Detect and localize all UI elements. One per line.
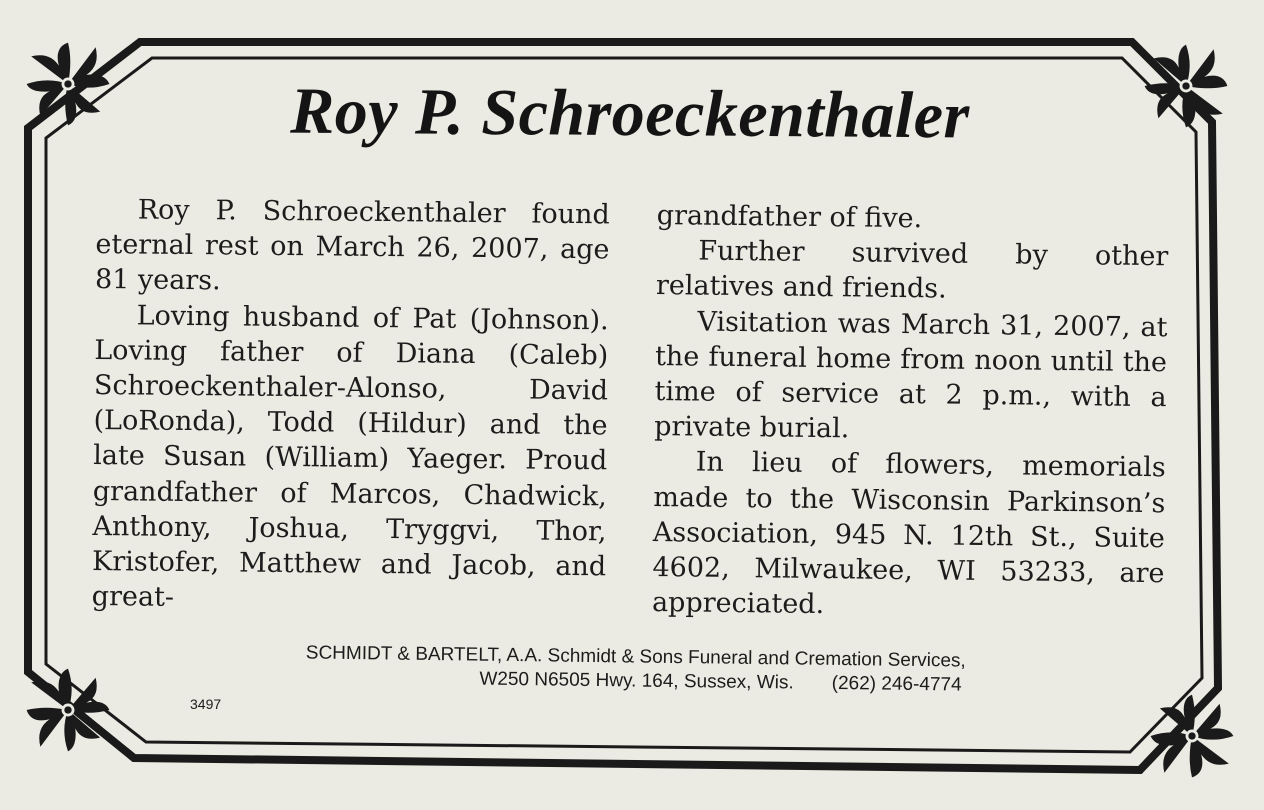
left-column [92, 192, 610, 620]
paragraph-continuation: grandfather of five. [656, 199, 923, 235]
funeral-home-name: SCHMIDT & BARTELT, A.A. Schmidt & Sons Funeral and Cremation Services, [305, 642, 966, 672]
paragraph-family: Loving husband of Pat (Johnson). Loving father of Diana (Caleb) Schroeckenthaler-Alonso, David (LoRonda), Todd (Hildur) and the late Susan (William) Yaeger. Proud grandfather of Marcos, Chadwick, Anthony, Joshua, Tryggvi, Thor, Kristofer, Matthew and Jacob, and great- [91, 300, 609, 614]
paragraph-death-notice: Roy P. Schroeckenthaler found eternal rest on March 26, 2007, age 81 years. [94, 194, 610, 297]
paragraph-survivors: Further survived by other relatives and friends. [655, 235, 1169, 305]
paragraph-memorials: In lieu of flowers, memorials made to the Wisconsin Parkinson’s Association, 945 N. 12th St., Suite 4602, Milwaukee, WI 53233, are appreciated. [651, 446, 1166, 621]
obituary-title: Roy P. Schroeckenthaler [290, 74, 970, 153]
right-column [652, 198, 1169, 627]
funeral-home-phone: (262) 246-4774 [831, 672, 962, 696]
leaf-ornament-icon [22, 664, 114, 756]
funeral-home-address: W250 N6505 Hwy. 164, Sussex, Wis. [479, 668, 794, 694]
paragraph-visitation: Visitation was March 31, 2007, at the funeral home from noon until the time of service at 2 p.m., with a private burial. [654, 306, 1168, 445]
notice-code: 3497 [190, 696, 222, 712]
leaf-ornament-icon [22, 38, 114, 130]
leaf-ornament-icon [1140, 40, 1232, 132]
leaf-ornament-icon [1146, 690, 1238, 782]
